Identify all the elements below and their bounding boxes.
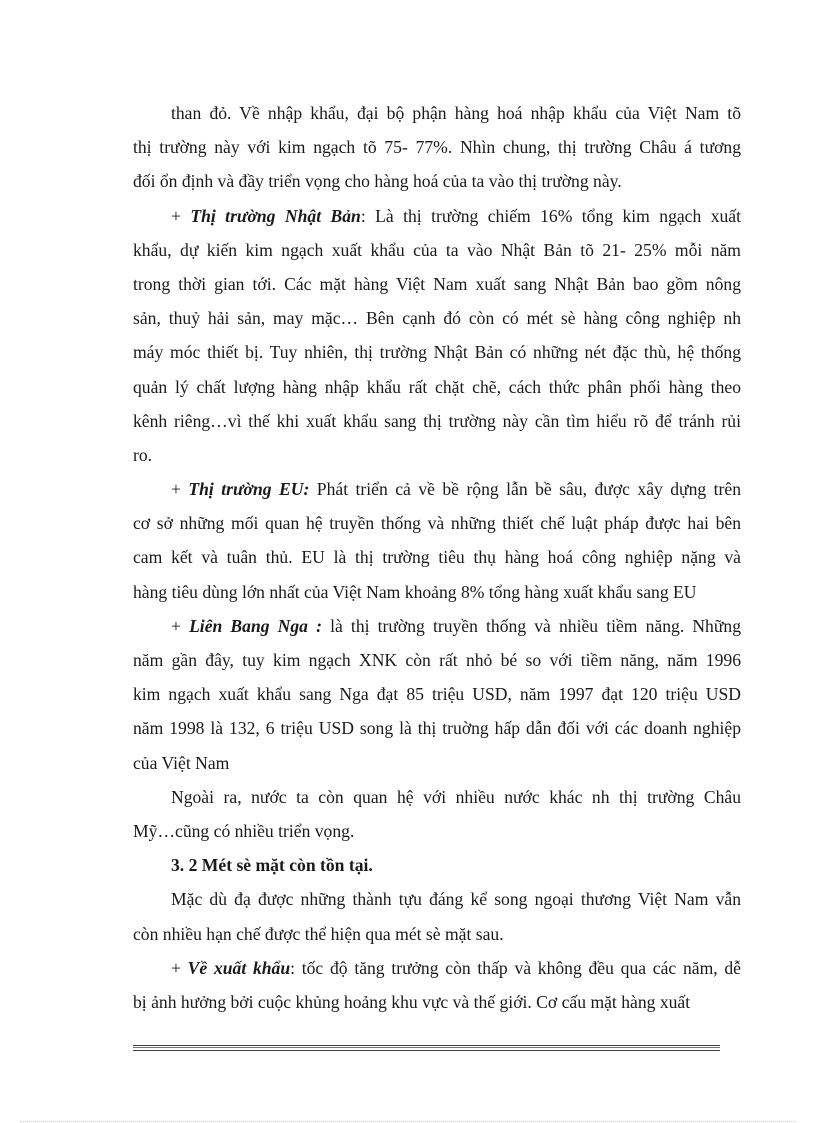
line-text: đối ổn định và đầy triển vọng cho hàng hoá của ta vào thị trường này. <box>133 171 622 192</box>
line-text: khẩu, dự kiến kim ngạch xuất khẩu của ta vào Nhật Bản tõ 21- 25% mỗi năm <box>133 239 741 260</box>
line-text: Mặc dù đạ được những thành tựu đáng kể song ngoại thương Việt Nam vẫn <box>171 889 741 910</box>
line-text: năm 1998 là 132, 6 triệu USD song là thị truờng hấp dẫn đối với các doanh nghiệp <box>133 718 741 739</box>
market-label: Liên Bang Nga : <box>189 615 322 636</box>
market-label: Thị trường EU: <box>188 479 310 500</box>
page-bottom-border <box>20 1121 796 1122</box>
text-line <box>133 130 741 164</box>
line-text: thị trường này với kim ngạch tõ 75- 77%. Nhìn chung, thị trường Châu á tương <box>133 137 741 158</box>
line-text: ro. <box>133 444 153 465</box>
line-text: Mỹ…cũng có nhiều triển vọng. <box>133 820 355 841</box>
market-label: Về xuất khẩu <box>187 957 291 978</box>
line-text: sản, thuỷ hải sản, may mặc… Bên cạnh đó còn có mét sè hàng công nghiệp nh <box>133 308 741 329</box>
line-text: còn nhiều hạn chế được thể hiện qua mét sè mặt sau. <box>133 923 504 944</box>
text-line <box>133 96 741 130</box>
text-line <box>133 506 741 540</box>
line-text: kim ngạch xuất khẩu sang Nga đạt 85 triệu USD, năm 1997 đạt 120 triệu USD <box>133 684 741 705</box>
text-line <box>133 711 741 745</box>
line-text: : Là thị trường chiếm 16% tổng kim ngạch xuất <box>360 205 741 226</box>
text-line <box>133 199 741 233</box>
line-text: trong thời gian tới. Các mặt hàng Việt Nam xuất sang Nhật Bản bao gồm nông <box>133 273 741 294</box>
bullet-marker: + <box>171 205 191 226</box>
bullet-marker: + <box>171 615 190 636</box>
text-line <box>133 472 741 506</box>
text-line <box>133 917 741 951</box>
line-text: Phát triển cả về bề rộng lẫn bề sâu, được xây dựng trên <box>309 479 741 500</box>
line-text: kênh riêng…vì thế khi xuất khẩu sang thị trường này cần tìm hiểu rõ để tránh rủi <box>133 410 741 431</box>
text-line <box>133 882 741 916</box>
text-line <box>133 677 741 711</box>
text-line <box>133 540 741 574</box>
text-line <box>133 951 741 985</box>
line-text: hàng tiêu dùng lớn nhất của Việt Nam khoảng 8% tổng hàng xuất khẩu sang EU <box>133 581 697 602</box>
line-text: cơ sở những mối quan hệ truyền thống và những thiết chế luật pháp được hai bên <box>133 513 741 534</box>
bullet-marker: + <box>171 957 188 978</box>
text-line <box>133 164 741 198</box>
text-line <box>133 609 741 643</box>
text-line <box>133 404 741 438</box>
line-text: cam kết và tuân thủ. EU là thị trường tiêu thụ hàng hoá công nghiệp nặng và <box>133 547 741 568</box>
line-text: máy móc thiết bị. Tuy nhiên, thị trường Nhật Bản có những nét đặc thù, hệ thống <box>133 342 741 363</box>
line-text: năm gần đây, tuy kim ngạch XNK còn rất nhỏ bé so với tiềm năng, năm 1996 <box>133 650 741 670</box>
line-text: bị ảnh hưởng bởi cuộc khủng hoảng khu vực và thế giới. Cơ cấu mặt hàng xuất <box>133 991 691 1012</box>
document-body <box>133 96 741 1019</box>
text-line <box>133 267 741 301</box>
bullet-marker: + <box>171 479 189 500</box>
section-heading: 3. 2 Mét sè mặt còn tồn tại. <box>171 855 373 876</box>
line-text: Ngoài ra, nước ta còn quan hệ với nhiều nước khác nh thị trường Châu <box>171 786 741 807</box>
text-line <box>133 335 741 369</box>
text-line <box>133 370 741 404</box>
line-text: : tốc độ tăng trưởng còn thấp và không đều qua các năm, dễ <box>290 957 741 978</box>
line-text: là thị trường truyền thống và nhiều tiềm năng. Những <box>321 615 741 636</box>
text-line <box>133 746 741 780</box>
text-line <box>133 233 741 267</box>
line-text: quản lý chất lượng hàng nhập khẩu rất chặt chẽ, cách thức phân phối hàng theo <box>133 376 741 397</box>
text-line <box>133 780 741 814</box>
text-line <box>133 643 741 677</box>
line-text: than đỏ. Về nhập khẩu, đại bộ phận hàng hoá nhập khẩu của Việt Nam tõ <box>171 103 741 123</box>
market-label: Thị trường Nhật Bản <box>190 205 361 226</box>
text-line <box>133 814 741 848</box>
footer-divider <box>133 1045 720 1051</box>
text-line <box>133 301 741 335</box>
line-text: của Việt Nam <box>133 752 230 773</box>
text-line <box>133 438 741 472</box>
text-line <box>133 985 741 1019</box>
text-line <box>133 575 741 609</box>
